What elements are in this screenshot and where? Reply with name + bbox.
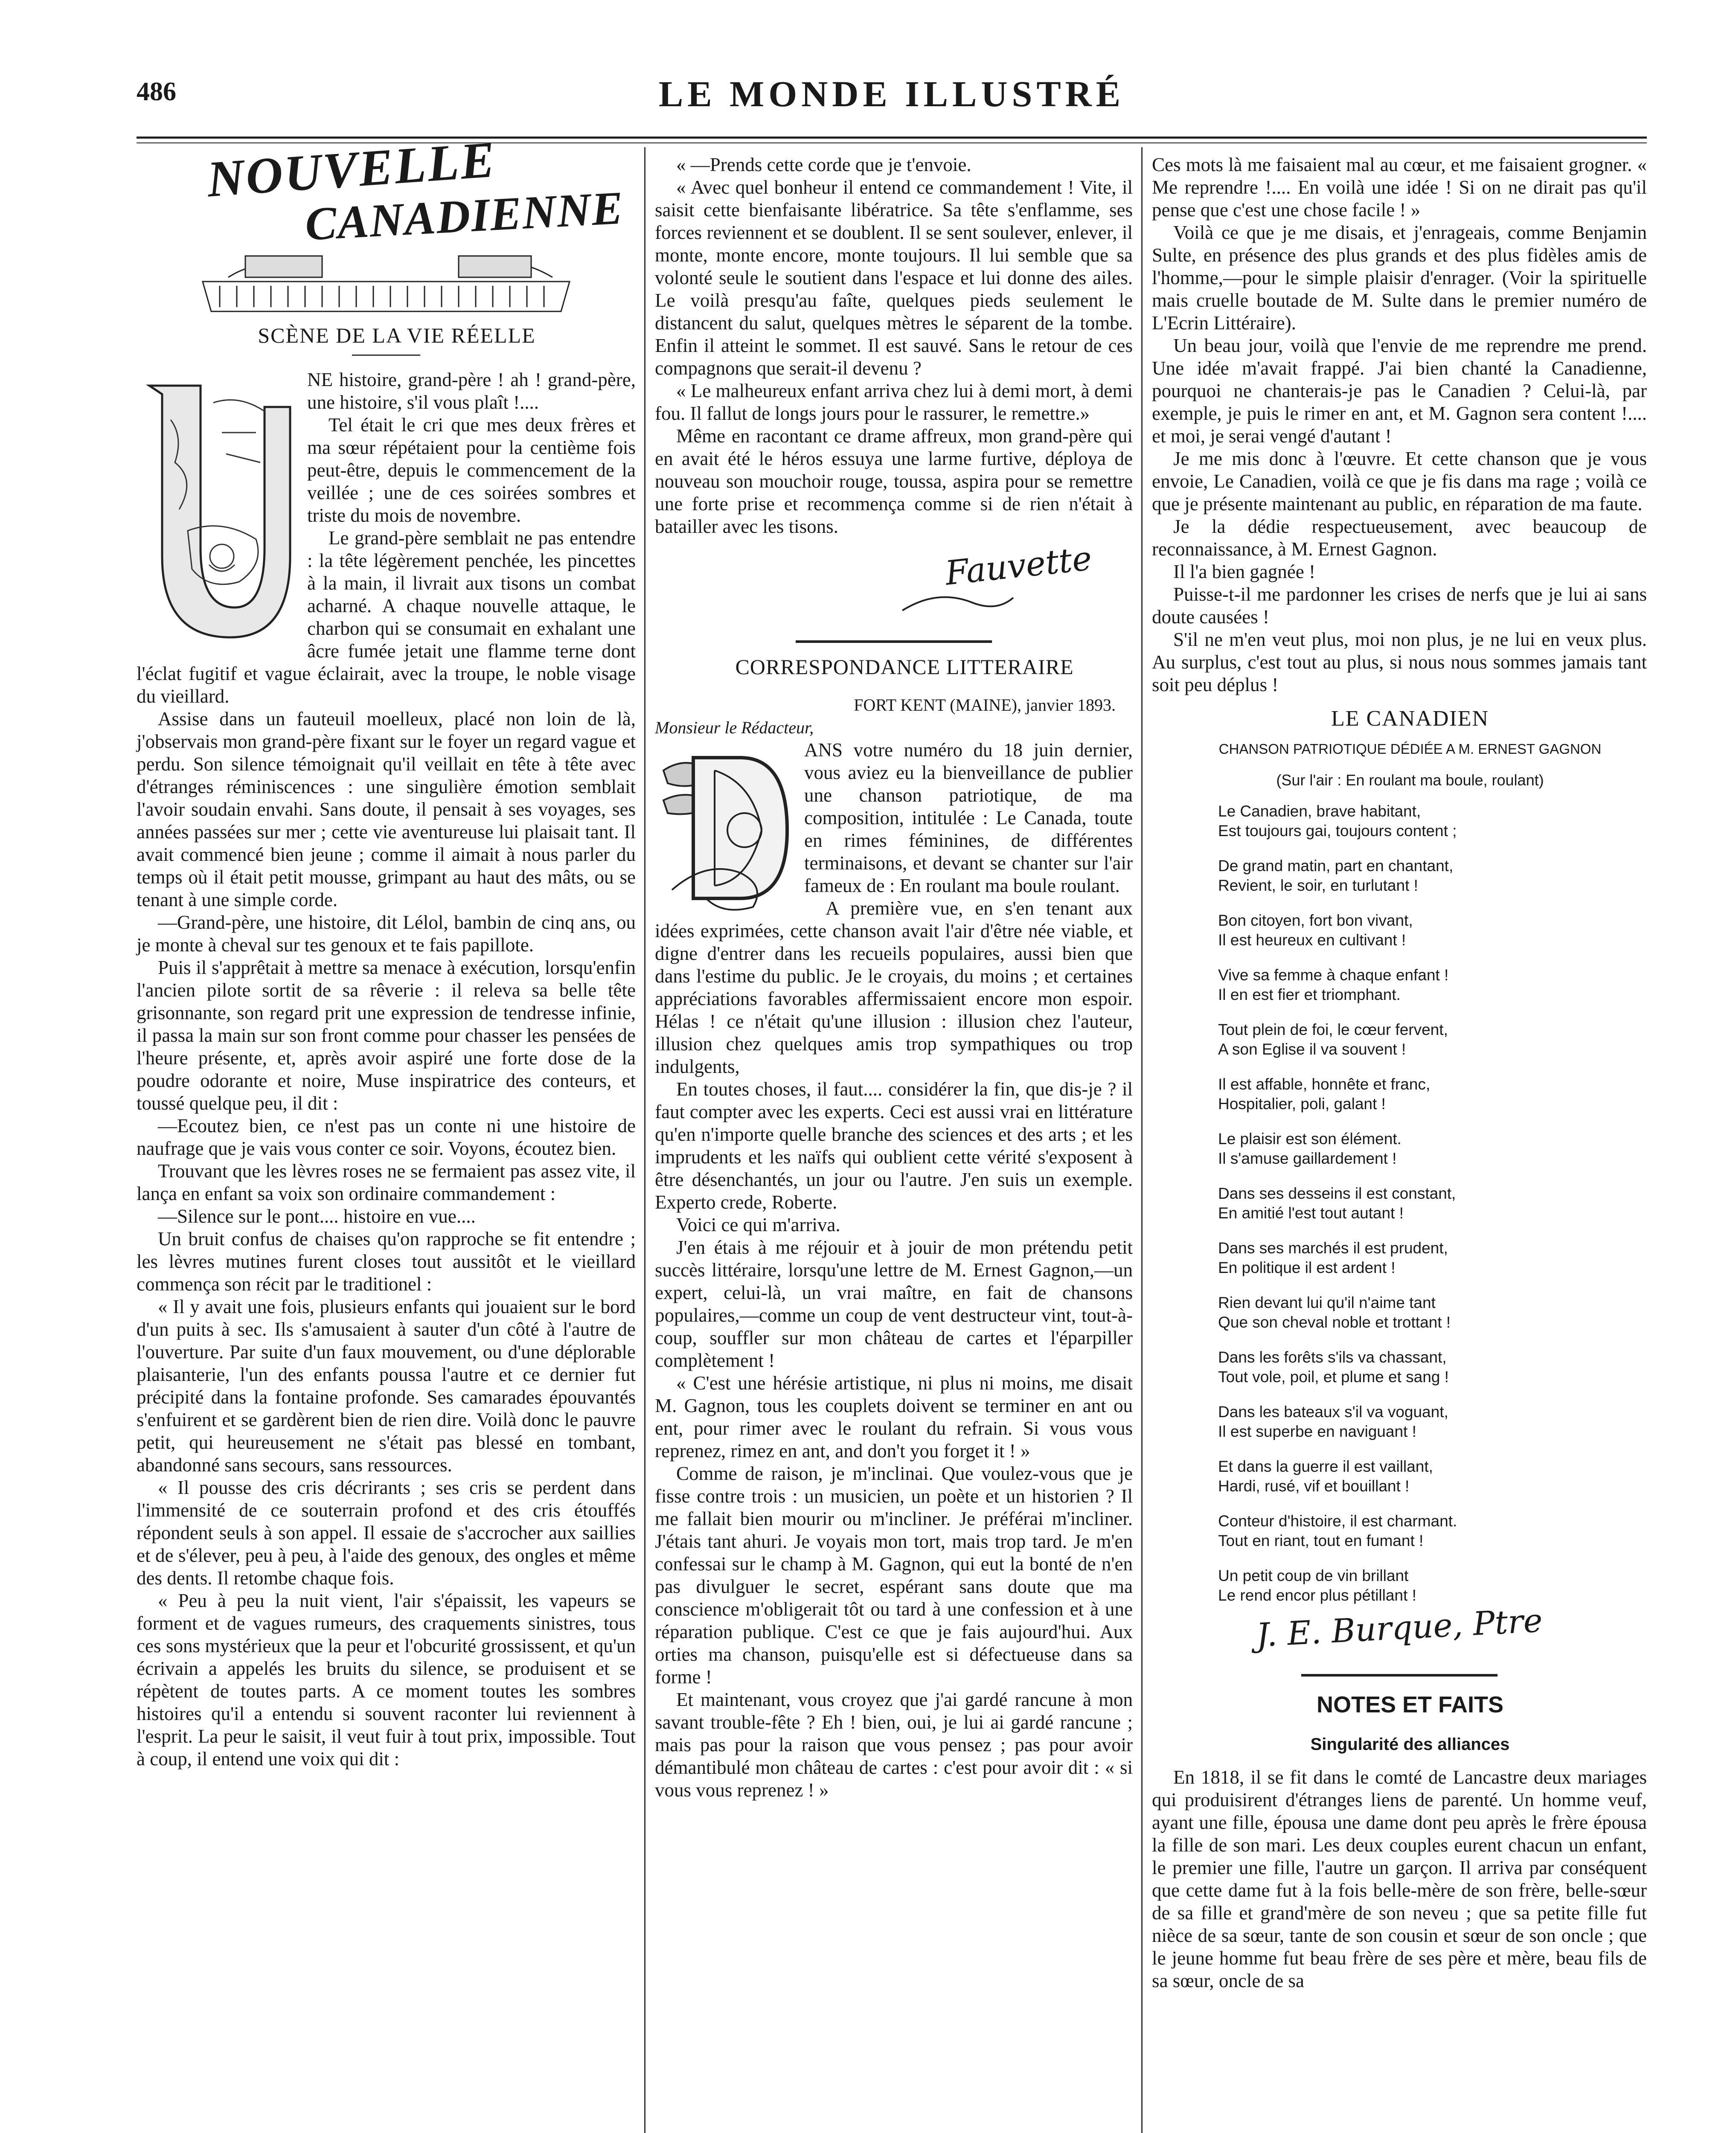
nouvelle-canadienne-logo bbox=[177, 131, 625, 320]
stanza bbox=[1178, 1020, 1647, 1059]
verse-line: Dans ses desseins il est constant, bbox=[1218, 1185, 1456, 1202]
notes-subtitle: Singularité des alliances bbox=[1310, 1735, 1510, 1754]
song-air: (Sur l'air : En roulant ma boule, roulant) bbox=[1276, 771, 1544, 789]
story-paragraph: —Ecoutez bien, ce n'est pas un conte ni une histoire de naufrage que je vais vous conter ce soir. Voyons, écoutez bien. bbox=[137, 1115, 636, 1159]
song-dedication: CHANSON PATRIOTIQUE DÉDIÉE A M. ERNEST GAGNON bbox=[1218, 741, 1602, 757]
verse-line: Conteur d'histoire, il est charmant. bbox=[1218, 1512, 1457, 1530]
salutation: Monsieur le Rédacteur, bbox=[655, 718, 814, 737]
story-signature bbox=[655, 538, 1133, 623]
story-paragraph: « Avec quel bonheur il entend ce commandement ! Vite, il saisit cette bienfaisante libératrice. Sa tête s'enflamme, ses forces reviennent et se doublent. Il se sent soulever, enlever, il monte, monte encore, monte toujours. Il lui semble que sa volonté seule le soutient dans l'espace et lui donne des ailes. Le voilà presqu'au faîte, quelques pieds seulement le distancent du salut, quelques mètres le séparent de la tombe. Enfin il atteint le sommet. Il est sauvé. Sans le retour de ces compagnons que serait-il devenu ? bbox=[655, 177, 1133, 379]
story-paragraph: « —Prends cette corde que je t'envoie. bbox=[676, 154, 971, 175]
letter-paragraph: Ces mots là me faisaient mal au cœur, et me faisaient grogner. « Me reprendre !.... En voilà une idée ! Si on ne dirait pas qu'il pense que c'est une chose facile ! » bbox=[1152, 154, 1647, 221]
stanza bbox=[1178, 1129, 1647, 1168]
story-paragraph: « Peu à peu la nuit vient, l'air s'épaissit, les vapeurs se forment et de vagues rumeurs, des craquements sinistres, tous ces sons mystérieux que la peur et l'obcurité grossissent, et qu'un écrivain a appelés les bruits du silence, se produisent et se répètent de toutes parts. A ce moment toutes les sombres histoires qu'il a entendu si souvent raconter lui reviennent à l'esprit. La peur le saisit, il veut fuir à tout prix, impossible. Tout à coup, il entend une voix qui dit : bbox=[137, 1590, 636, 1770]
notes-paragraph: En 1818, il se fit dans le comté de Lancastre deux mariages qui produisirent d'étranges liens de parenté. Un homme veuf, ayant une fille, épousa une dame dont peu après le frère épousa la fille de son mari. Les deux couples eurent chacun un enfant, le premier une fille, l'autre un garçon. Il arriva par conséquent que cette dame fut à la fois belle-mère de son frère, belle-sœur de sa fille et grand'mère de son neveu ; que sa petite fille fut nièce de sa sœur, tante de son cousin et sœur de son oncle ; que le jeune homme fut beau frère de ses père et mère, beau fils de sa sœur, oncle de sa bbox=[1152, 1767, 1647, 1991]
masthead: LE MONDE ILLUSTRÉ bbox=[658, 73, 1125, 114]
verse-line: Que son cheval noble et trottant ! bbox=[1218, 1314, 1451, 1331]
story-paragraph: « Il y avait une fois, plusieurs enfants qui jouaient sur le bord d'un puits à sec. Ils s'amusaient à sauter d'un côté à l'autre de l'ouverture. Par suite d'un faux mouvement, ou d'une déplorable plaisanterie, l'un des enfants poussa l'autre et ce dernier fut précipité dans la fontaine profonde. Ses camarades épouvantés s'enfuirent et se gardèrent bien de rien dire. Voilà donc le pauvre petit, qui heureusement ne s'était pas blessé en tombant, abandonné sans secours, sans ressources. bbox=[137, 1296, 636, 1476]
story-paragraph: « Le malheureux enfant arriva chez lui à demi mort, à demi fou. Il fallut de longs jours pour le rassurer, le remettre.» bbox=[655, 380, 1133, 424]
verse-line: Tout en riant, tout en fumant ! bbox=[1218, 1532, 1424, 1549]
verse-line: Il est superbe en naviguant ! bbox=[1218, 1423, 1416, 1440]
story-paragraph: —Silence sur le pont.... histoire en vue.... bbox=[158, 1206, 476, 1227]
story-paragraph: Assise dans un fauteuil moelleux, placé non loin de là, j'observais mon grand-père fixant sur le foyer un regard vague et perdu. Son silence témoignait qu'il veillait en tête à tête avec d'étranges réminiscences : une singulière émotion semblait l'avoir soudain envahi. Sans doute, il pensait à ses voyages, ses années passées sur mer ; cette vie aventureuse lui plaisait tant. Il avait commencé bien jeune ; comme il aimait à nous parler du temps où il était petit mousse, grimpant au haut des mâts, ou se tenant à une simple corde. bbox=[137, 708, 636, 910]
subtitle-rule bbox=[352, 355, 420, 356]
story-paragraph: « Il pousse des cris décrirants ; ses cris se perdent dans l'immensité de ce souterrain profond et des cris étouffés répondent seuls à son appel. Il essaie de s'accrocher aux saillies et de s'élever, peu à peu, à l'aide des genoux, des ongles et même des dents. Il retombe chaque fois. bbox=[137, 1477, 636, 1589]
letter-paragraph: En toutes choses, il faut.... considérer la fin, que dis-je ? il faut compter avec les experts. Ceci est aussi vrai en littérature qu'en n'importe quelle branche des sciences et des arts ; et les imprudents et les naïfs qui oublient cette vérité s'exposent à être désenchantés, un jour ou l'autre. J'en suis un exemple. Experto crede, Roberte. bbox=[655, 1078, 1133, 1213]
page-header bbox=[137, 73, 1647, 128]
verse-line: Il est affable, honnête et franc, bbox=[1218, 1075, 1431, 1093]
verse-line: Le Canadien, brave habitant, bbox=[1218, 802, 1421, 820]
letter-paragraph: J'en étais à me réjouir et à jouir de mon prétendu petit succès littéraire, lorsqu'une lettre de M. Ernest Gagnon,—un expert, celui-là, un vrai maître, en fait de chansons populaires,—comme un coup de vent destructeur vint, tout-à-coup, souffler sur mon château de cartes et l'éparpiller complètement ! bbox=[655, 1237, 1133, 1371]
drop-cap-illustration bbox=[137, 369, 299, 642]
verse-line: Il en est fier et triomphant. bbox=[1218, 986, 1401, 1003]
verse-line: Bon citoyen, fort bon vivant, bbox=[1218, 912, 1413, 929]
stanza bbox=[1178, 1566, 1647, 1605]
letter-paragraph: Voilà ce que je me disais, et j'enrageais, comme Benjamin Sulte, en présence des plus grands et des plus fidèles amis de l'homme,—pour le simple plaisir d'enrager. (Voir la spirituelle mais cruelle boutade de M. Sulte dans le premier numéro de L'Ecrin Littéraire). bbox=[1152, 222, 1647, 334]
verse-line: A son Eglise il va souvent ! bbox=[1218, 1040, 1406, 1058]
column-3 bbox=[1152, 154, 1647, 1992]
notes-rule bbox=[1301, 1674, 1498, 1677]
verse-line: Dans les forêts s'ils va chassant, bbox=[1218, 1348, 1447, 1366]
stanza bbox=[1178, 1511, 1647, 1551]
story-signature-text: Fauvette bbox=[943, 539, 1094, 593]
verse-line: Dans les bateaux s'il va voguant, bbox=[1218, 1403, 1448, 1421]
column-2 bbox=[655, 154, 1133, 1802]
section-rule bbox=[796, 640, 992, 643]
story-paragraph: Même en racontant ce drame affreux, mon grand-père qui en avait été le héros essuya une larme furtive, déploya de nouveau son mouchoir rouge, toussa, aspira pour se remettre une forte prise et recommença comme si de rien n'était à batailler avec les tisons. bbox=[655, 425, 1133, 537]
stanza bbox=[1178, 1293, 1647, 1332]
letter-paragraph: A première vue, en s'en tenant aux idées exprimées, cette chanson avait l'air d'être née viable, et digne d'entrer dans les recueils populaires, aussi bien que dans l'estime du public. Je le croyais, du moins ; et certaines appréciations favorables affermissaient encore mon espoir. Hélas ! ce n'était qu'une illusion : illusion chez l'auteur, illusion chez quelques amis trop sympathiques ou trop indulgents, bbox=[655, 898, 1133, 1077]
stanza bbox=[1178, 1348, 1647, 1387]
letter-paragraph: Comme de raison, je m'inclinai. Que voulez-vous que je fisse contre trois : un musicien, un poète et un historien ? Il me fallait bien mourir ou m'incliner. Je préférai m'incliner. J'étais tant ahuri. Je voyais mon tort, mais trop tard. Je m'en confessai sur le champ à M. Gagnon, qui eut la bonté de n'en pas divulguer le secret, espérant sans doute que ma conscience m'obligerait tôt ou tard à une confession et à une réparation publique. C'est ce que je fais aujourd'hui. Aux orties ma chanson, puisqu'elle est si défectueuse dans sa forme ! bbox=[655, 1463, 1133, 1688]
stanza bbox=[1178, 965, 1647, 1005]
section-title: CORRESPONDANCE LITTERAIRE bbox=[735, 655, 1074, 679]
stanza bbox=[1178, 1402, 1647, 1441]
verse-line: Est toujours gai, toujours content ; bbox=[1218, 822, 1457, 840]
verse-line: Le plaisir est son élément. bbox=[1218, 1130, 1402, 1148]
story-paragraph: Tel était le cri que mes deux frères et ma sœur répétaient pour la centième fois peut-être, depuis le commencement de la veillée ; une de ces soirées sombres et triste du mois de novembre. bbox=[307, 414, 636, 526]
verse-line: Rien devant lui qu'il n'aime tant bbox=[1218, 1294, 1436, 1311]
verse-line: En amitié l'est tout autant ! bbox=[1218, 1204, 1404, 1222]
drop-cap-u-icon bbox=[137, 369, 299, 642]
dateline: FORT KENT (MAINE), janvier 1893. bbox=[854, 695, 1116, 715]
song-title: LE CANADIEN bbox=[1331, 706, 1489, 731]
drop-cap-d-icon bbox=[655, 745, 796, 915]
stanza bbox=[1178, 802, 1647, 841]
story-paragraph: Le grand-père semblait ne pas entendre : la tête légèrement penchée, les pincettes à la main, il livrait aux tisons un combat acharné. A chaque nouvelle attaque, le charbon qui se consumait en exhalant une âcre fumée jetait une flamme terne dont l'éclat fugitif et vague éclairait, avec la troupe, le noble visage du vieillard. bbox=[137, 527, 636, 707]
verse-line: Hardi, rusé, vif et bouillant ! bbox=[1218, 1477, 1410, 1495]
stanza bbox=[1178, 856, 1647, 895]
verse-line: Tout vole, poil, et plume et sang ! bbox=[1218, 1368, 1449, 1386]
stanza bbox=[1178, 1075, 1647, 1114]
verse-line: Le rend encor plus pétillant ! bbox=[1218, 1587, 1416, 1604]
notes-title: NOTES ET FAITS bbox=[1316, 1692, 1504, 1717]
stanza bbox=[1178, 1457, 1647, 1496]
verse-line: Il s'amuse gaillardement ! bbox=[1218, 1150, 1397, 1167]
verse-line: En politique il est ardent ! bbox=[1218, 1259, 1396, 1276]
verse-line: Tout plein de foi, le cœur fervent, bbox=[1218, 1021, 1448, 1038]
verse-line: Vive sa femme à chaque enfant ! bbox=[1218, 966, 1449, 984]
story-subtitle: SCÈNE DE LA VIE RÉELLE bbox=[258, 323, 536, 347]
signature-flourish-icon bbox=[894, 572, 1022, 623]
song-signature-text: J. E. Burque, Ptre bbox=[1255, 1601, 1544, 1654]
verse-line: Hospitalier, poli, galant ! bbox=[1218, 1095, 1386, 1113]
verse-line: Dans ses marchés il est prudent, bbox=[1218, 1239, 1448, 1257]
column-divider-1 bbox=[644, 147, 646, 2133]
column-1 bbox=[137, 131, 636, 1770]
song-stanzas bbox=[1152, 802, 1647, 1605]
letter-paragraph: Je la dédie respectueusement, avec beaucoup de reconnaissance, à M. Ernest Gagnon. bbox=[1152, 516, 1647, 560]
letter-paragraph: Un beau jour, voilà que l'envie de me reprendre me prend. Une idée m'avait frappé. J'ai bien chanté la Canadienne, pourquoi ne chanterais-je pas le Canadien ? Celui-là, par exemple, je puis le rimer en ant, et M. Gagnon sera content !.... et moi, je serai vengé d'autant ! bbox=[1152, 335, 1647, 447]
page-number: 486 bbox=[137, 77, 176, 106]
column-divider-2 bbox=[1141, 147, 1143, 2133]
verse-line: Il est heureux en cultivant ! bbox=[1218, 931, 1406, 949]
stanza bbox=[1178, 1238, 1647, 1278]
drop-cap-ornament bbox=[655, 745, 796, 915]
letter-paragraph: Voici ce qui m'arriva. bbox=[676, 1214, 840, 1235]
letter-paragraph: Je me mis donc à l'œuvre. Et cette chanson que je vous envoie, Le Canadien, voilà ce que je fis dans ma rage ; voilà ce que je présente maintenant au public, en réparation de ma faute. bbox=[1152, 448, 1647, 514]
logo-line-2: CANADIENNE bbox=[304, 181, 625, 250]
verse-line: Et dans la guerre il est vaillant, bbox=[1218, 1458, 1433, 1475]
letter-paragraph: Puisse-t-il me pardonner les crises de nerfs que je lui ai sans doute causées ! bbox=[1152, 584, 1647, 628]
story-paragraph: NE histoire, grand-père ! ah ! grand-père, une histoire, s'il vous plaît !.... bbox=[307, 369, 636, 413]
header-rule bbox=[137, 137, 1647, 139]
story-paragraph: —Grand-père, une histoire, dit Lélol, bambin de cinq ans, ou je monte à cheval sur tes genoux et te fais papillote. bbox=[137, 912, 636, 956]
verse-line: Revient, le soir, en turlutant ! bbox=[1218, 877, 1418, 894]
letter-paragraph: Et maintenant, vous croyez que j'ai gardé rancune à mon savant trouble-fête ? Eh ! bien, oui, je lui ai gardé rancune ; mais pas pour la raison que vous pensez ; pas pour avoir démantibulé mon château de cartes : c'est pour avoir dit : « si vous vous reprenez ! » bbox=[655, 1689, 1133, 1801]
letter-paragraph: « C'est une hérésie artistique, ni plus ni moins, me disait M. Gagnon, tous les couplets doivent se terminer en ant ou ent, pour rimer avec le roulant du refrain. Si vous vous reprenez, rimez en ant, and don't you forget it ! » bbox=[655, 1372, 1133, 1462]
story-paragraph: Un bruit confus de chaises qu'on rapproche se fit entendre ; les lèvres mutines furent closes tout aussitôt et le vieillard commença son récit par le traditionel : bbox=[137, 1228, 636, 1295]
song-signature bbox=[1152, 1601, 1647, 1654]
stanza bbox=[1178, 1184, 1647, 1223]
verse-line: Un petit coup de vin brillant bbox=[1218, 1567, 1409, 1584]
story-paragraph: Puis il s'apprêtait à mettre sa menace à exécution, lorsqu'enfin l'ancien pilote sortit de sa rêverie : il releva sa belle tête grisonnante, son regard prit une expression de tendresse infinie, il passa la main sur son front comme pour chasser les pensées de l'heure présente, et, après avoir aspiré une forte dose de la poudre odorante et noire, Muse inspiratrice des conteurs, et toussé quelque peu, il dit : bbox=[137, 957, 636, 1114]
logo-line-1: NOUVELLE bbox=[205, 131, 498, 208]
stanza bbox=[1178, 911, 1647, 950]
verse-line: De grand matin, part en chantant, bbox=[1218, 857, 1454, 875]
letter-paragraph: Il l'a bien gagnée ! bbox=[1173, 561, 1315, 582]
letter-paragraph: S'il ne m'en veut plus, moi non plus, je ne lui en veux plus. Au surplus, c'est tout au plus, si nous nous sommes jamais tant soit peu déplus ! bbox=[1152, 629, 1647, 695]
story-paragraph: Trouvant que les lèvres roses ne se fermaient pas assez vite, il lança en enfant sa voix son ordinaire commandement : bbox=[137, 1160, 636, 1204]
letter-paragraph: ANS votre numéro du 18 juin dernier, vous aviez eu la bienveillance de publier une chanson patriotique, de ma composition, intitulée : Le Canada, toute en rimes féminines, de différentes terminaisons, et devant se chanter sur l'air fameux de : En roulant ma boule roulant. bbox=[804, 739, 1133, 896]
